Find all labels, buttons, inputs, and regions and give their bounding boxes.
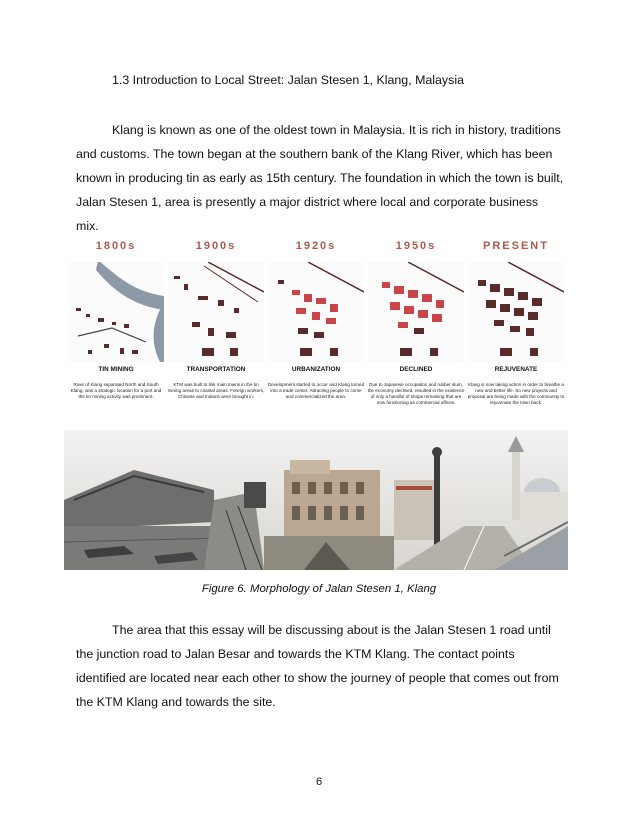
scope-paragraph: The area that this essay will be discussing about is the Jalan Stesen 1 road until the junction road to Jalan Besar and towards the KTM Klang. The contact points identified are located near each other to show the journey of people that comes out from the KTM Klang and towards the site.: [76, 623, 559, 709]
phase-title-urbanization: URBANIZATION: [291, 366, 341, 373]
phase-description-urbanization: Development started to occur and Klang turned into a trade center. Attracting people to come and commercialized the area.: [267, 382, 365, 399]
morphology-figure: [64, 234, 568, 570]
era-label-1800s: 1800s: [95, 240, 137, 252]
era-timeline: [64, 234, 568, 258]
map-present: [468, 262, 564, 362]
map-1950s: [368, 262, 464, 362]
phase-description-tin-mining: River of Klang separated North and South Klang, was a strategic location for a port and the tin mining activity was prominent.: [70, 382, 162, 399]
map-1900s: [168, 262, 264, 362]
era-label-1950s: 1950s: [395, 240, 437, 252]
phase-description-declined: Due to Japanese occupation and rubber slum, the economy declined, resulted in the existence of only a handful of shops remaining that are now functioning as commercial offices.: [367, 382, 465, 405]
figure-caption: Figure 6. Morphology of Jalan Stesen 1, Klang: [201, 583, 437, 595]
map-1920s: [268, 262, 364, 362]
era-label-1900s: 1900s: [195, 240, 237, 252]
era-label-1920s: 1920s: [295, 240, 337, 252]
phase-title-transportation: TRANSPORTATION: [186, 366, 246, 373]
page-number: 6: [315, 776, 323, 788]
era-label-present: PRESENT: [483, 240, 549, 252]
phase-description-transportation: KTM was built to link main towns in the tin mining areas to coastal areas. Foreign workers, Chinese and Indians were brought in.: [167, 382, 265, 399]
map-1800s: [68, 262, 164, 362]
phase-title-tin-mining: TIN MINING: [98, 366, 134, 373]
intro-paragraph: Klang is known as one of the oldest town in Malaysia. It is rich in history, traditions and customs. The town began at the southern bank of the Klang River, which has been known in producing tin as early as 15th century. The foundation in which the town is built, Jalan Stesen 1, area is presently a major district where local and corporate business mix.: [76, 123, 564, 233]
section-title: 1.3 Introduction to Local Street: Jalan Stesen 1, Klang, Malaysia: [112, 73, 464, 87]
phase-title-declined: DECLINED: [399, 366, 433, 373]
phase-title-rejuvenate: REJUVENATE: [494, 366, 538, 373]
phase-description-rejuvenate: Klang is now taking action in order to breathe a new and better life. So new projects and proposal are being made with the community to rejuvenate the town back.: [467, 382, 565, 405]
historical-photo-collage: [64, 430, 568, 570]
